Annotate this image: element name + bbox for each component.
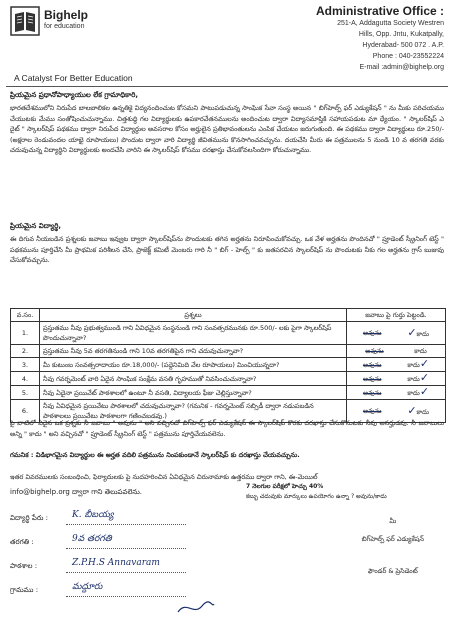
- column-header-number: వ.సం.: [11, 309, 40, 322]
- no-option[interactable]: ✓కాదు: [407, 325, 430, 339]
- table-row: [11, 386, 446, 400]
- class-label: తరగతి :: [10, 538, 34, 546]
- school-value: Z.P.H.S Annavaram: [72, 558, 160, 568]
- yes-option[interactable]: అవును: [362, 374, 382, 383]
- answer-cell[interactable]: [347, 345, 446, 358]
- signature-title: ఫౌండర్ & ప్రెసిడెంట్: [367, 567, 418, 575]
- field-underline: [66, 572, 186, 573]
- column-header-question: ప్రశ్నలు: [40, 309, 347, 322]
- field-underline: [66, 524, 186, 525]
- student-name-value: K. బీబయ్య: [72, 510, 114, 520]
- check-icon: ✓: [407, 325, 417, 339]
- yes-option[interactable]: అవును: [362, 329, 382, 337]
- no-option[interactable]: ✓కాదు: [407, 403, 430, 417]
- field-underline: [66, 548, 186, 549]
- column-header-answer: జవాబు పై గుర్తు పెట్టండి.: [347, 309, 446, 322]
- class-value: 9వ తరగతి: [72, 534, 112, 544]
- score-question: కబ్బు చదువుకు మార్కులు ఉపయోగం ఉన్నా ? అవును/కాదు: [246, 493, 387, 500]
- question-text: ప్రస్తుతము నీవు 5వ తరగతినుండి గాని 10వ తరగతిపైన గాని చదువుచున్నావా?: [40, 345, 347, 358]
- question-number: 5.: [11, 386, 40, 400]
- note-paragraph: గమనిక : విడిభాగమైన విద్యార్థుల ఈ అర్హత వదిలి పత్రమును నింపకుండానే స్కాలర్‌షిప్ కు దరఖాస్తు చేయవచ్చును.: [10, 451, 300, 459]
- village-label: గ్రామము :: [10, 586, 39, 594]
- header-divider: [6, 86, 448, 87]
- class-field[interactable]: [10, 534, 210, 552]
- contact-email-line: info@bighelp.org ద్వారా గాని తెలుపవలెను.: [10, 488, 142, 496]
- table-row: [11, 322, 446, 345]
- office-phone: Phone : 040-23552224: [372, 53, 444, 60]
- office-title: Administrative Office :: [315, 4, 444, 18]
- yes-option[interactable]: అవును: [362, 388, 382, 397]
- pen-mark: [176, 598, 216, 618]
- table-header-row: [11, 309, 446, 322]
- check-icon: ✓: [419, 357, 430, 370]
- question-text: నీవు ఏవిధమైన ప్రయివేటు పాఠశాలలో చదువుచున్నావా? (గమనిక - గవర్నమెంట్ సబ్సిడీ ద్వారా నడుపబడిన పాఠశాలలు ప్రయివేటు పాఠశాలగా గణించబడవు.): [40, 400, 347, 423]
- no-option[interactable]: కాదు: [414, 347, 427, 355]
- score-note: 7 నెలగుల పరీక్షలో హెచ్చు 40%: [246, 483, 324, 490]
- check-icon: ✓: [419, 385, 430, 398]
- student-name-field[interactable]: [10, 510, 210, 528]
- yes-option[interactable]: అవును: [365, 347, 384, 355]
- answer-cell[interactable]: [347, 358, 446, 372]
- instruction-paragraph: ఈ దిగువ నీయబడిన ప్రశ్నలకు జవాబు ఇవ్వుట ద్వారా స్కాలర్‌షిప్‌ను పొందుటకు తగిన అర్హతను నిరూపించుకోవచ్చు. ఒక వేళ అర్హతను పొందినచో " ప్రూడెంట్ స్క్రీనింగ్ టెస్ట్ " పథకమును పూర్తిచేసి మీ ప్రాథమిక పరిశీలన చేసి, ప్రాజెక్ట్ కమిటీ మెంబరు గారి నీ " బిగ్ - హెల్ప్ " కు జతపరచిన స్కాలర్‌షిప్ ను పొందుటకు నీకు గల అర్హతను గ్రాస్ బుజువు చేసుకోవచ్చును.: [10, 235, 444, 264]
- book-icon: [10, 6, 40, 36]
- brand-logo: [10, 6, 88, 36]
- eligibility-table: [10, 308, 446, 423]
- table-row: [11, 358, 446, 372]
- school-field[interactable]: [10, 558, 210, 576]
- question-number: 4.: [11, 372, 40, 386]
- question-text: నీవు గవర్నమెంట్ వారి ఏదైన సాంఘిక సంక్షేమ వసతి గృహముతో నివసించుచున్నావా?: [40, 372, 347, 386]
- contact-paragraph: ఇతర వివరములకు సంబంధించి, ఫిర్యాదులకు పై నుదహరించిన ఏవిధమైన చిరునామాకు ఉత్తరము ద్వారా గాని, ఈ-మెయిల్: [10, 473, 318, 481]
- school-label: పాఠశాల :: [10, 562, 38, 570]
- question-number: 2.: [11, 345, 40, 358]
- student-name-label: విద్యార్థి పేరు :: [10, 514, 48, 522]
- tagline: A Catalyst For Better Education: [14, 73, 133, 83]
- table-row: [11, 372, 446, 386]
- check-icon: ✓: [419, 371, 430, 384]
- table-row: [11, 345, 446, 358]
- no-option[interactable]: కాదు✓: [407, 371, 430, 384]
- question-number: 6.: [11, 400, 40, 423]
- answer-cell[interactable]: [347, 386, 446, 400]
- salutation-student: ప్రియమైన విద్యార్థి,: [10, 222, 62, 230]
- check-icon: ✓: [407, 403, 417, 417]
- field-underline: [66, 596, 186, 597]
- office-email: E-mail :admin@bighelp.org: [359, 64, 444, 71]
- office-address: [316, 4, 444, 73]
- village-value: మద్దూరు: [72, 582, 103, 592]
- signature-block: [362, 517, 424, 577]
- salutation-headmaster: ప్రియమైన ప్రధానోపాధ్యాయుల లేక గ్రామాధికారి,: [10, 91, 139, 99]
- question-text: నీవు ఏదైనా ప్రయివేట్ పాఠశాలలో ఉంటూ నీ వసతి, విద్యాలయ ఫీజు చెల్లిస్తున్నావా?: [40, 386, 347, 400]
- disqualification-paragraph: పై వాటిలో ఏదైన ఒక ప్రశ్నకు నీ జవాబు " అవును " అని వచ్చినచో బిగ్‌హెల్ప్ ఫర్ ఎడ్యుకేషన్ ఈ స్కాలర్‌షిప్ కొరకు దరఖాస్తు చేసుకొనుటకు నీవు అనర్హుడవు. నీ జవాబులు అన్ని " కాదు " అని వచ్చినచో " ప్రూడెంట్ స్క్రీనింగ్ టెస్ట్ " పత్రమును పూర్తిచేయవలెను.: [10, 419, 444, 438]
- no-option[interactable]: కాదు✓: [407, 357, 430, 370]
- brand-name: Bighelp: [44, 8, 88, 22]
- question-number: 3.: [11, 358, 40, 372]
- no-option[interactable]: కాదు✓: [407, 385, 430, 398]
- question-text: మీ కుటుంబ సంవత్సరాదాయం రూ.18,000/- (పద్దెనిమిది వేల రూపాయలు) మించియున్నదా?: [40, 358, 347, 372]
- office-line: Hills, Opp. Jntu, Kukatpally,: [358, 31, 444, 38]
- question-text: ప్రస్తుతము నీవు ప్రభుత్వముండి గాని ఏవిధమైన సంస్థనుండి గాని సంవత్సరమునకు రూ.500/- లకు పైగా స్కాలర్‌షిప్ పొందుచున్నావా?: [40, 322, 347, 345]
- answer-cell[interactable]: [347, 372, 446, 386]
- signature-org: బిగ్‌హెల్ప్ ఫర్ ఎడ్యుకేషన్: [361, 535, 424, 543]
- brand-subtitle: for education: [44, 23, 85, 30]
- question-number: 1.: [11, 322, 40, 345]
- intro-paragraph: భారతదేశములోని నిరుపేద బాలబాలికల ఉన్నతికై విద్యనందించుట కోసమని పాటుపడుచున్న సాంఘిక సేవా సంస్థ అయిన " బిగ్‌హెల్ప్ ఫర్ ఎడ్యుకేషన్ " ను మీకు పరిచయము చేయుటకు మేము సంతోషించుచున్నాము. చిత్తశుద్ధి గల విద్యార్థులకు ఉపకారవేతనములను అందించుట ద్వారా విద్యాసమాప్తికి సహాయపడుట మా ధ్యేయం. " స్కాలర్‌షిప్ ఎ దైట్ " స్కాలర్‌షిప్ పథకము ద్వారా నిరుపేద విద్యార్థుల అవసరాల కోసం అర్హులైన ప్రతిభావంతులను ఎంపిక చేయటం జరుగుతుంది. ఈ పథకము ద్వారా విద్యార్థులు రూ.250/- (అక్షరాల రెండువందల యాభై రూపాయలు) పొందుట ద్వారా వారి విద్యార్థి జీవితమును కొనసాగించవచ్చును. దయచేసి మీరు ఈ పత్రములను 5 నుండి 10 వ తరగతి వరకు చదువుచున్న విద్యార్థిని విద్యార్థులకు అందచేసి వారిని ఈ స్కాలర్‌షిప్ కోసము దరఖాస్తు చేసుకోవలసిందిగా కోరుచున్నాము.: [10, 104, 444, 154]
- office-line: Hyderabad- 500 072 . A.P.: [362, 42, 444, 49]
- answer-cell[interactable]: [347, 322, 446, 345]
- yes-option[interactable]: అవును: [362, 407, 382, 415]
- yes-option[interactable]: అవును: [362, 360, 382, 369]
- signature-line: మీ: [389, 517, 397, 525]
- office-line: 251-A, Addagutta Society Westren: [337, 20, 444, 27]
